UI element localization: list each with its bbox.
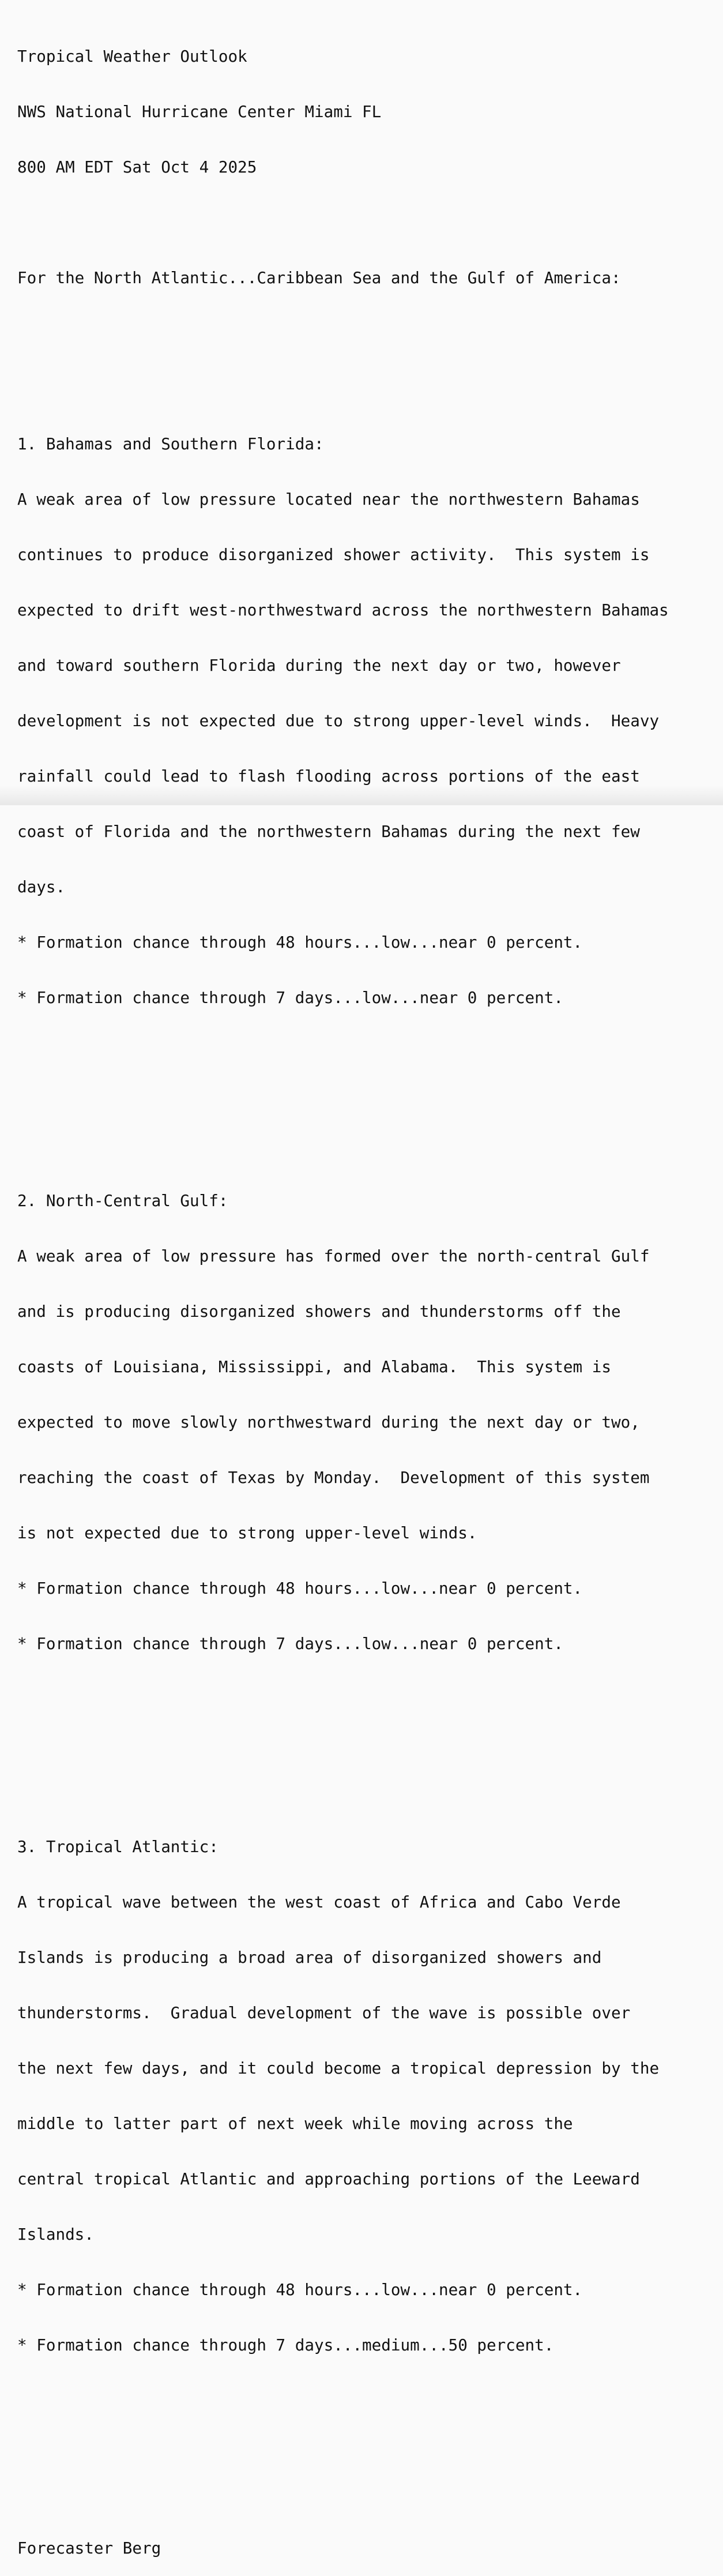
section-text-line: continues to produce disorganized shower activity. This system is bbox=[17, 545, 650, 564]
section-heading: 3. Tropical Atlantic: bbox=[17, 1837, 219, 1856]
section-text-line: A tropical wave between the west coast of Africa and Cabo Verde bbox=[17, 1892, 621, 1912]
section-text-line: the next few days, and it could become a tropical depression by the bbox=[17, 2059, 660, 2078]
section-north-central-gulf bbox=[17, 1155, 669, 1690]
section-text-line: development is not expected due to strong upper-level winds. Heavy bbox=[17, 711, 660, 730]
document-title: Tropical Weather Outlook bbox=[17, 47, 247, 66]
section-text-line: Islands is producing a broad area of disorganized showers and bbox=[17, 1948, 602, 1967]
section-tropical-atlantic bbox=[17, 1801, 669, 2391]
formation-chance-48h: * Formation chance through 48 hours...low...near 0 percent. bbox=[17, 1579, 583, 1598]
spacer bbox=[17, 213, 669, 232]
formation-chance-7d: * Formation chance through 7 days...low...near 0 percent. bbox=[17, 1634, 563, 1653]
section-text-line: and toward southern Florida during the next day or two, however bbox=[17, 656, 621, 675]
section-bahamas-florida bbox=[17, 398, 669, 1044]
section-text-line: days. bbox=[17, 877, 66, 896]
formation-chance-7d: * Formation chance through 7 days...medium...50 percent. bbox=[17, 2335, 554, 2355]
section-text-line: rainfall could lead to flash flooding across portions of the east bbox=[17, 767, 640, 786]
section-text-line: A weak area of low pressure has formed over the north-central Gulf bbox=[17, 1246, 650, 1266]
spacer bbox=[17, 2447, 669, 2502]
section-heading: 2. North-Central Gulf: bbox=[17, 1191, 228, 1210]
section-text-line: thunderstorms. Gradual development of the wave is possible over bbox=[17, 2003, 631, 2022]
issuing-office: NWS National Hurricane Center Miami FL bbox=[17, 102, 382, 121]
section-text-line: coast of Florida and the northwestern Bahamas during the next few bbox=[17, 822, 640, 841]
section-text-line: coasts of Louisiana, Mississippi, and Alabama. This system is bbox=[17, 1357, 611, 1376]
formation-chance-48h: * Formation chance through 48 hours...low...near 0 percent. bbox=[17, 2280, 583, 2299]
forecaster-signature: Forecaster Berg bbox=[17, 2539, 161, 2558]
section-text-line: middle to latter part of next week while moving across the bbox=[17, 2114, 573, 2133]
section-text-line: is not expected due to strong upper-level winds. bbox=[17, 1523, 477, 1542]
section-text-line: and is producing disorganized showers and thunderstorms off the bbox=[17, 1302, 621, 1321]
basin-intro: For the North Atlantic...Caribbean Sea and the Gulf of America: bbox=[17, 268, 621, 287]
section-heading: 1. Bahamas and Southern Florida: bbox=[17, 434, 324, 453]
formation-chance-7d: * Formation chance through 7 days...low...near 0 percent. bbox=[17, 988, 563, 1007]
formation-chance-48h: * Formation chance through 48 hours...low...near 0 percent. bbox=[17, 933, 583, 952]
section-text-line: A weak area of low pressure located near the northwestern Bahamas bbox=[17, 490, 640, 509]
section-text-line: expected to move slowly northwestward during the next day or two, bbox=[17, 1413, 640, 1432]
section-text-line: expected to drift west-northwestward across the northwestern Bahamas bbox=[17, 600, 669, 619]
issue-time: 800 AM EDT Sat Oct 4 2025 bbox=[17, 157, 257, 177]
outlook-document bbox=[17, 10, 669, 2576]
spacer bbox=[17, 324, 669, 343]
section-text-line: reaching the coast of Texas by Monday. Development of this system bbox=[17, 1468, 650, 1487]
spacer bbox=[17, 1727, 669, 1745]
spacer bbox=[17, 1081, 669, 1099]
section-text-line: central tropical Atlantic and approaching portions of the Leeward bbox=[17, 2169, 640, 2188]
section-text-line: Islands. bbox=[17, 2225, 94, 2244]
bottom-edge-shadow bbox=[0, 786, 723, 805]
